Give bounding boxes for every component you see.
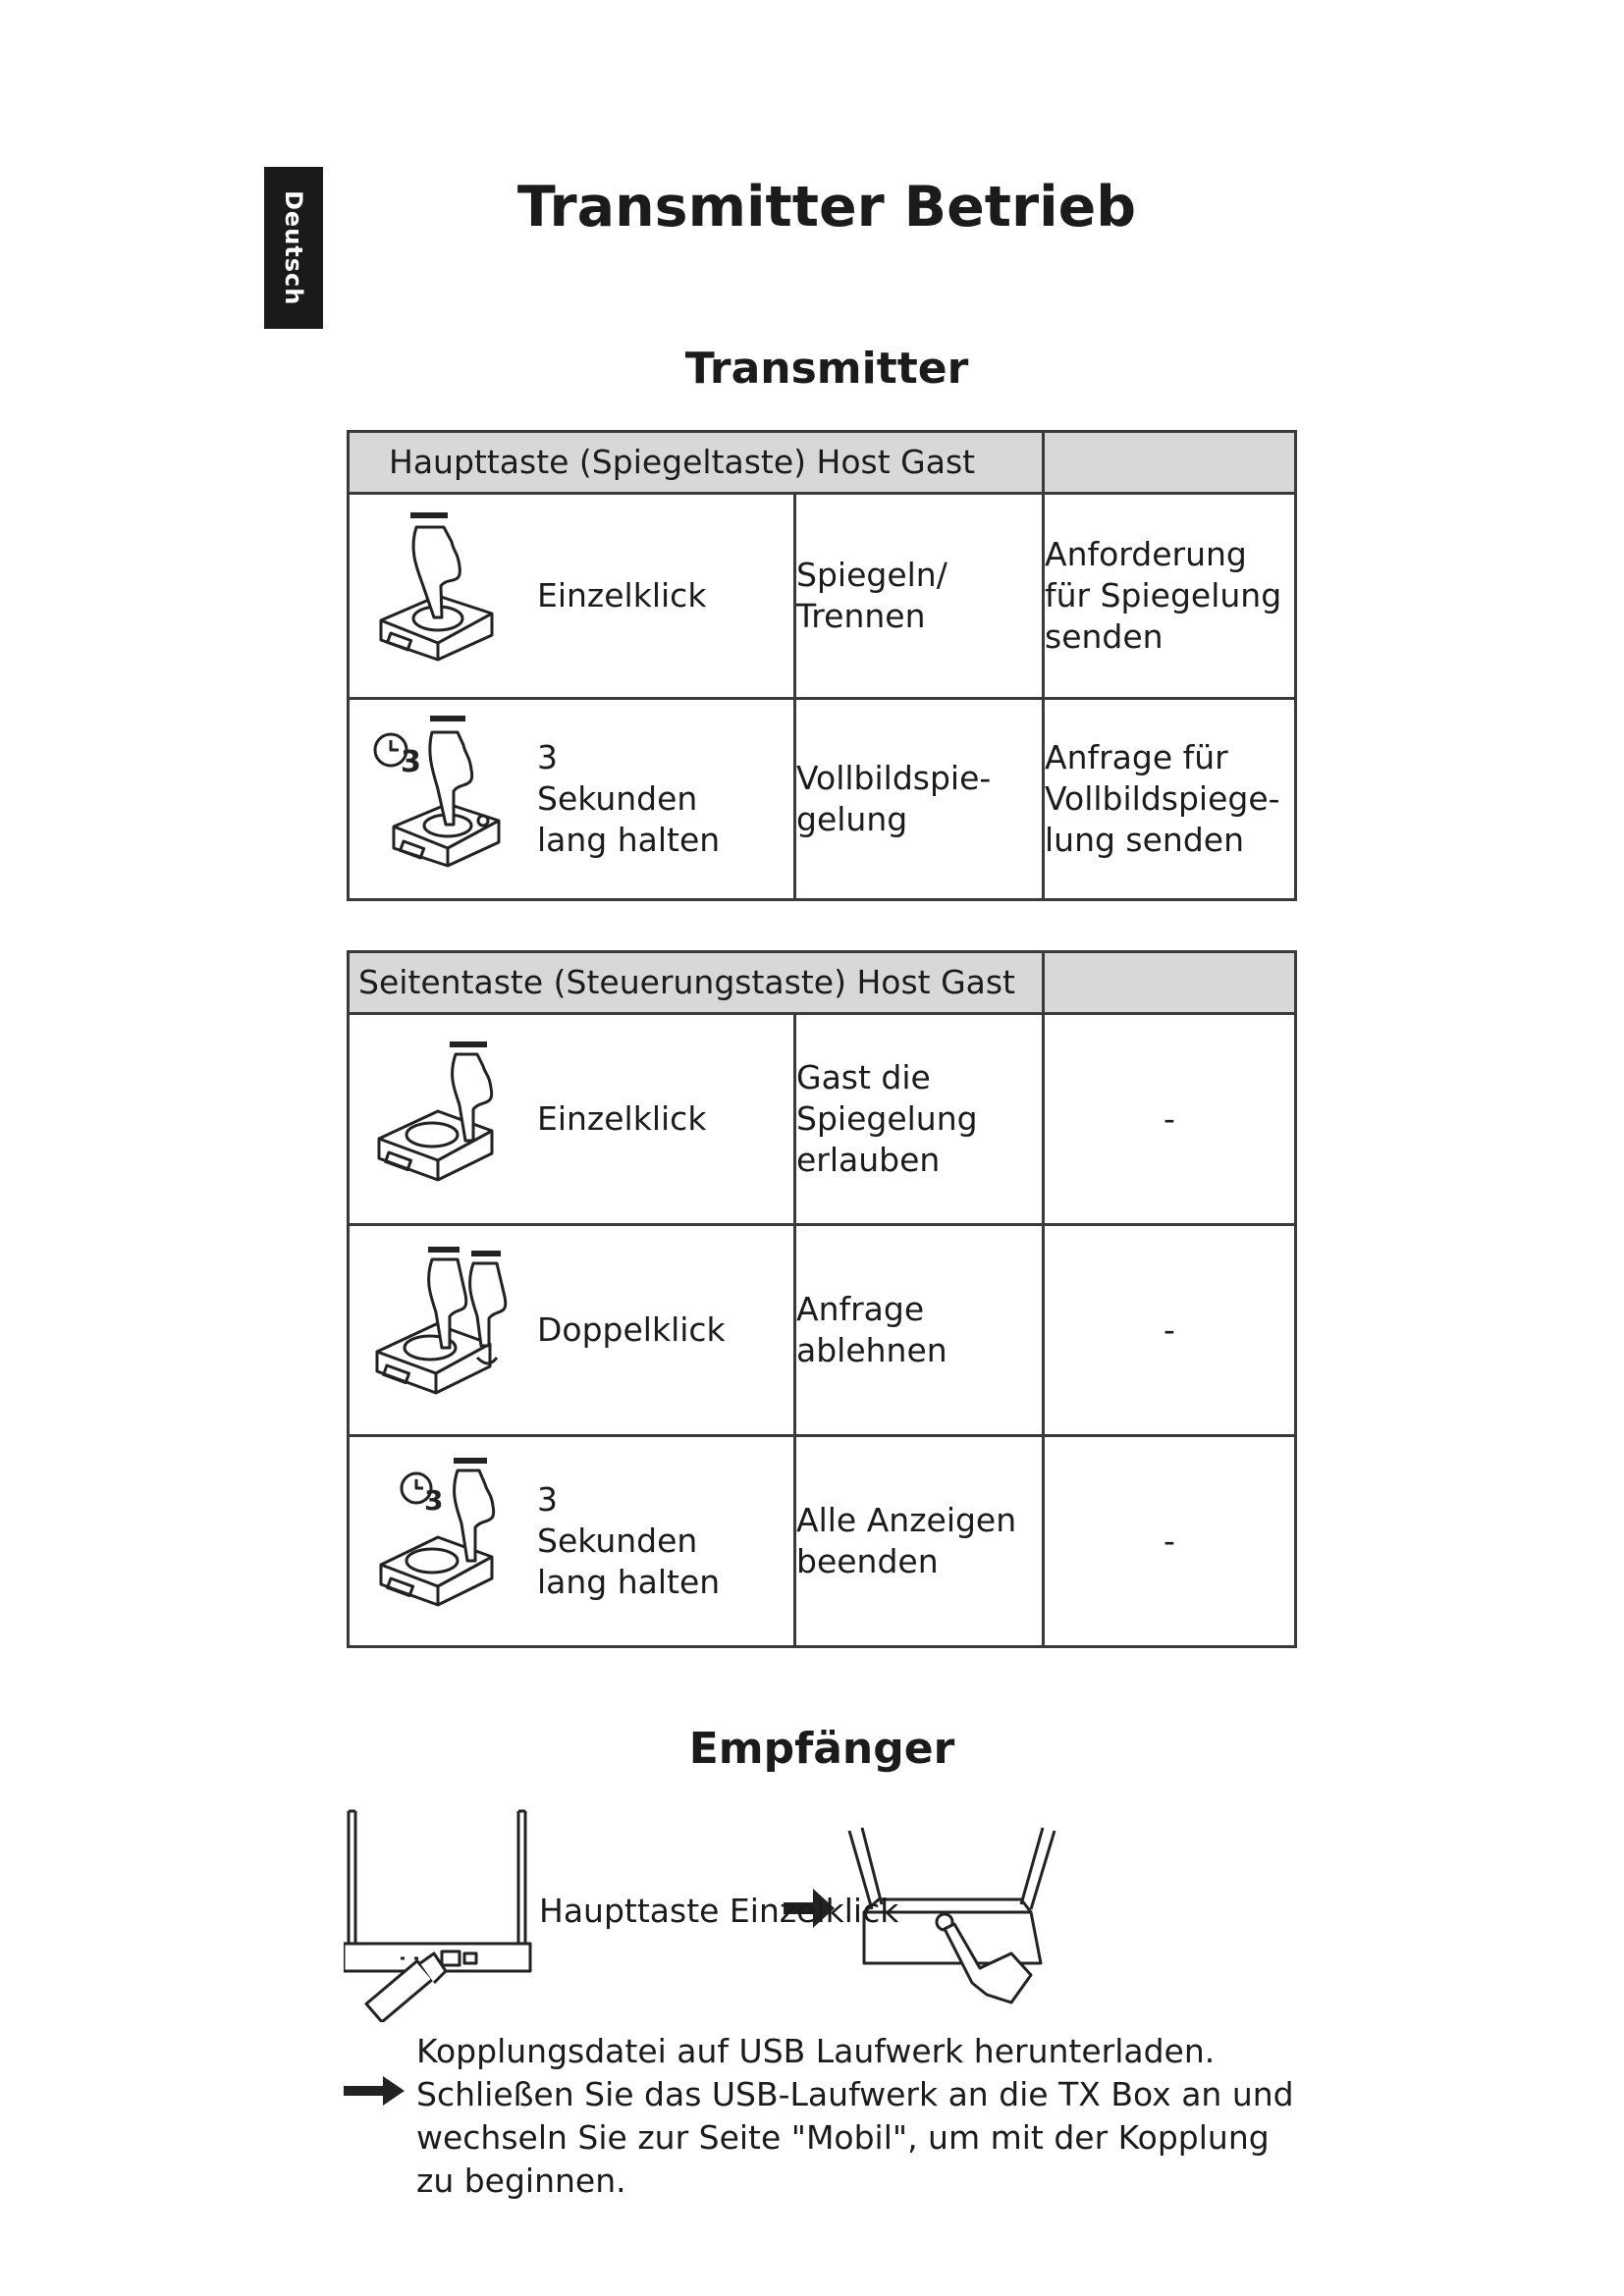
host-cell: Anfrage ablehnen (795, 1225, 1044, 1436)
table-header-row (349, 432, 1296, 494)
table-row (349, 1436, 1296, 1647)
guest-cell: Anfrage für Vollbildspiege- lung senden (1044, 699, 1296, 900)
action-label: 3 Sekunden lang halten (537, 1480, 721, 1601)
clock-3s-hand-press-icon (369, 711, 512, 887)
side-button-table (347, 950, 1297, 1648)
host-cell: Gast die Spiegelung erlauben (795, 1014, 1044, 1225)
action-label: Einzelklick (537, 576, 707, 614)
table-row (349, 1014, 1296, 1225)
hand-press-side-button-icon (369, 1031, 512, 1207)
guest-cell: Anforderung für Spiegelung senden (1044, 494, 1296, 699)
receiver-step-label: Haupttaste Einzelklick (539, 1892, 899, 1930)
host-cell: Alle Anzeigen beenden (795, 1436, 1044, 1647)
language-label: Deutsch (280, 189, 307, 306)
action-label: 3 Sekunden lang halten (537, 738, 721, 859)
table-header-label: Haupttaste (Spiegeltaste) Host Gast (389, 443, 976, 481)
svg-text:3: 3 (401, 745, 421, 779)
arrow-right-icon (344, 2076, 406, 2106)
pairing-instruction: Kopplungsdatei auf USB Laufwerk herunterladen. Schließen Sie das USB-Laufwerk an die TX Box an und wechseln Sie zur Seite "Mobil", um mit der Kopplung zu beginnen. (416, 2032, 1294, 2200)
table-header-label: Seitentaste (Steuerungstaste) Host Gast (358, 963, 1015, 1001)
section-title-transmitter: Transmitter (684, 344, 969, 394)
main-button-table (347, 430, 1297, 901)
table-row (349, 1225, 1296, 1436)
hand-press-main-button-icon (369, 507, 512, 684)
page-title: Transmitter Betrieb (516, 175, 1137, 240)
table-row (349, 699, 1296, 900)
table-row (349, 494, 1296, 699)
table-header-row (349, 952, 1296, 1014)
receiver-box-rear-icon (344, 1811, 530, 1971)
action-label: Doppelklick (537, 1310, 726, 1349)
host-cell: Vollbildspie- gelung (795, 699, 1044, 900)
action-label: Einzelklick (537, 1099, 707, 1138)
svg-text:3: 3 (424, 1484, 444, 1517)
host-cell: Spiegeln/ Trennen (795, 494, 1044, 699)
guest-cell: - (1044, 1225, 1296, 1436)
guest-cell: - (1044, 1436, 1296, 1647)
guest-cell: - (1044, 1014, 1296, 1225)
hand-double-press-side-button-icon (369, 1242, 512, 1418)
clock-3s-hand-press-side-icon (369, 1453, 512, 1629)
section-title-receiver: Empfänger (688, 1724, 955, 1774)
